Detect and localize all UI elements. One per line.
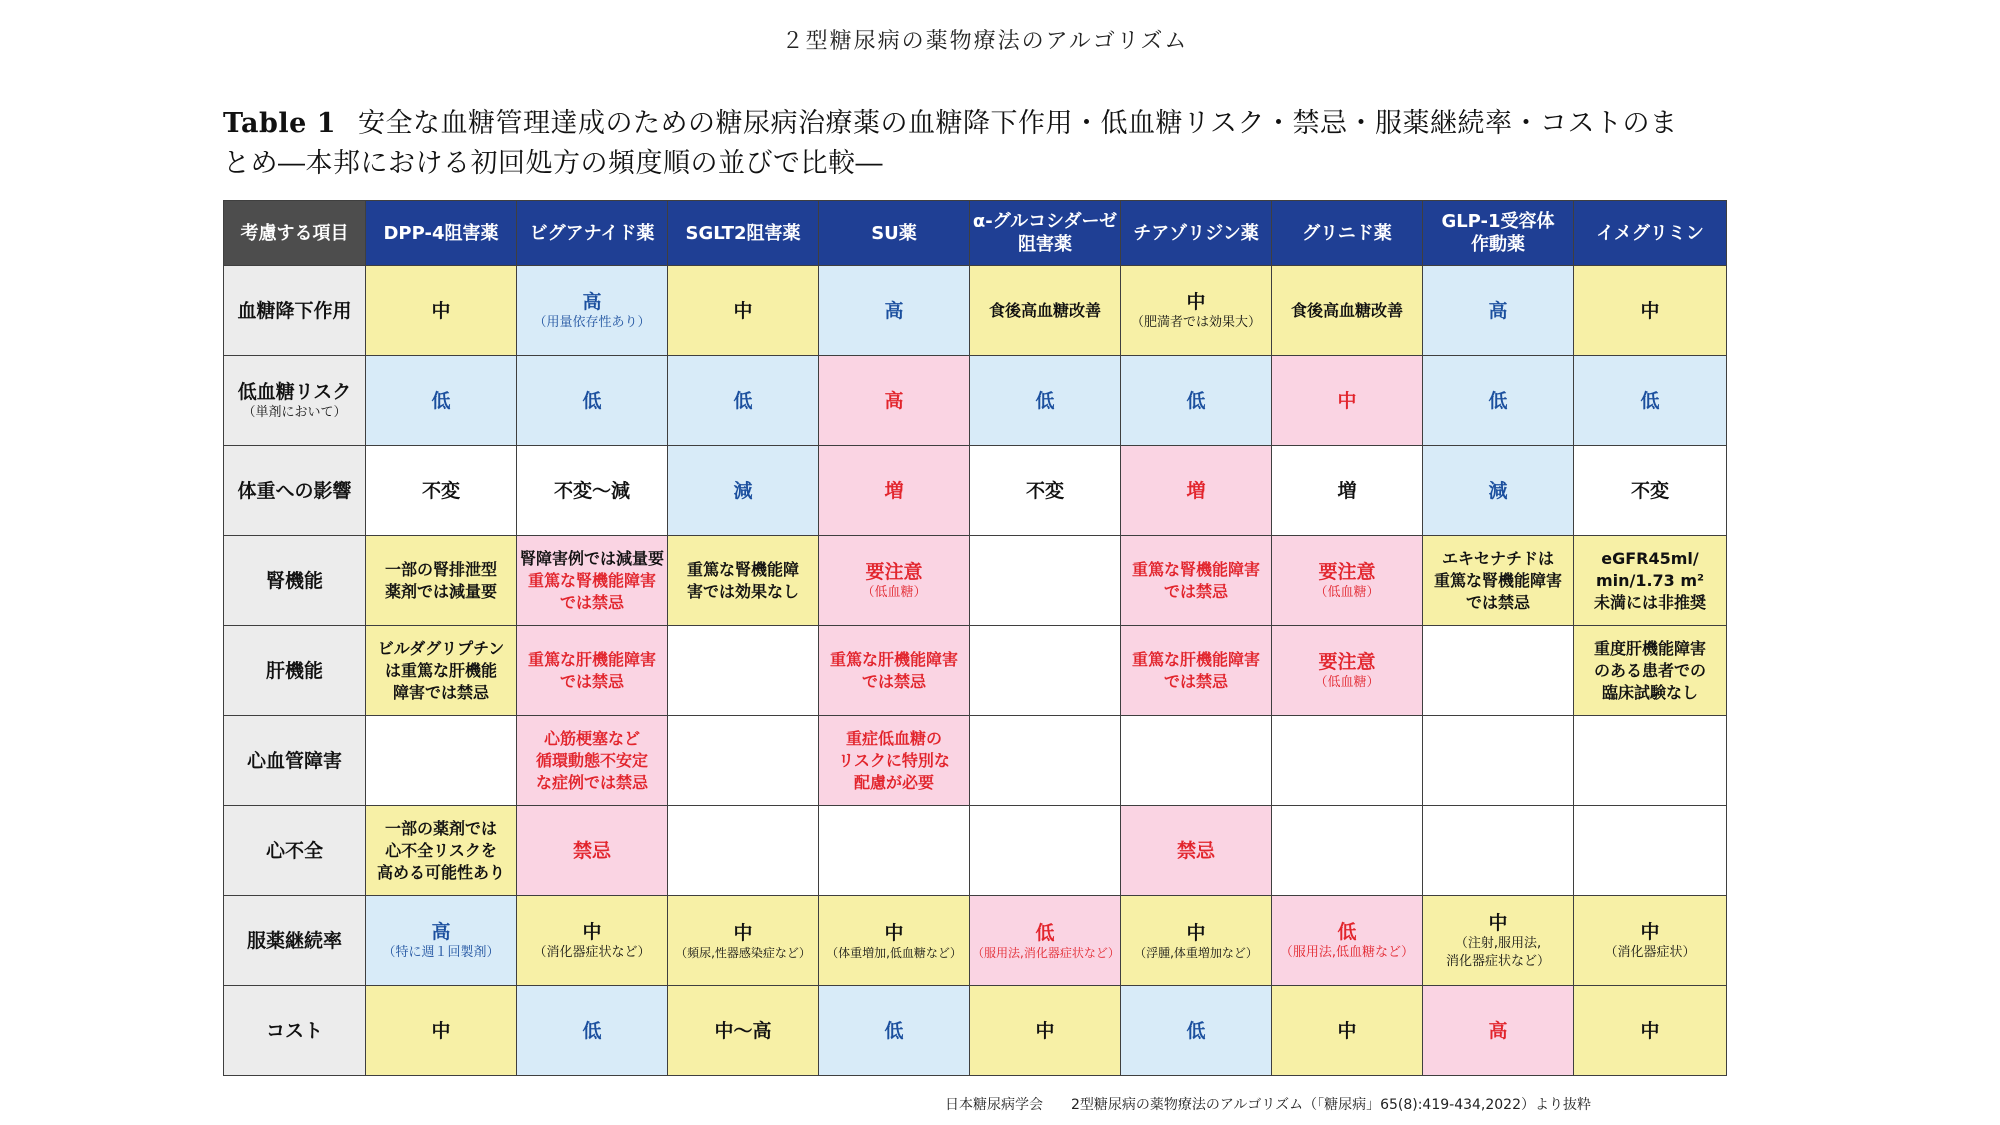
- table-cell: [1272, 536, 1423, 626]
- cell-value: 一部の腎排泄型: [384, 559, 497, 579]
- table-cell: [1423, 986, 1574, 1076]
- cell-value: 中: [884, 921, 904, 944]
- row-header-label: 肝機能: [265, 659, 323, 682]
- cell-note: （消化器症状）: [1604, 944, 1696, 960]
- table-cell: [1121, 986, 1272, 1076]
- row-header: [224, 446, 366, 536]
- cell-value: 増: [1186, 479, 1206, 502]
- cell-value: 低: [884, 1019, 904, 1042]
- cell-value: 重症低血糖の: [845, 728, 942, 748]
- table-cell: [668, 626, 819, 716]
- row-header: [224, 896, 366, 986]
- cell-value: 高める可能性あり: [376, 862, 505, 882]
- table-cell: [970, 896, 1121, 986]
- col-header-biguanide: [517, 201, 668, 266]
- cell-value: 中: [733, 921, 753, 944]
- cell-value: ビルダグリプチン: [377, 638, 505, 658]
- table-cell: [517, 446, 668, 536]
- table-cell: [1574, 626, 1727, 716]
- cell-value: 低: [1186, 389, 1206, 412]
- table-cell: [1574, 266, 1727, 356]
- cell-value: 要注意: [865, 560, 923, 583]
- table-cell: [1121, 536, 1272, 626]
- row-header: [224, 626, 366, 716]
- cell-value: 中: [431, 1019, 451, 1042]
- cell-value: 減: [1488, 479, 1508, 502]
- table-cell: [1423, 536, 1574, 626]
- cell-value: 中～高: [714, 1019, 772, 1042]
- cell-value: 心筋梗塞など: [543, 728, 640, 748]
- cell-value: 未満には非推奨: [1593, 592, 1706, 612]
- table-cell: [1423, 896, 1574, 986]
- cell-note: （消化器症状など）: [533, 944, 651, 960]
- cell-note: （低血糖）: [1314, 674, 1380, 690]
- cell-value: 中: [1640, 1019, 1660, 1042]
- cell-note: （頻尿,性器感染症など）: [675, 945, 811, 960]
- col-header-line: 作動薬: [1471, 234, 1525, 255]
- cell-value: 中: [733, 299, 753, 322]
- table-cell: [1121, 266, 1272, 356]
- row-header-label: 腎機能: [265, 569, 323, 592]
- cell-value: エキセナチドは: [1441, 548, 1554, 568]
- cell-note: （低血糖）: [1314, 584, 1380, 600]
- table-caption: [223, 104, 1743, 184]
- table-cell: [668, 986, 819, 1076]
- cell-value: 低: [1035, 389, 1055, 412]
- table-cell: [970, 716, 1121, 806]
- table-row: [224, 716, 1727, 806]
- table-cell: [668, 356, 819, 446]
- cell-value: 低: [582, 1019, 602, 1042]
- table-cell: [517, 536, 668, 626]
- table-row: [224, 626, 1727, 716]
- cell-value: 配慮が必要: [853, 772, 934, 792]
- cell-note: （肥満者では効果大）: [1130, 314, 1261, 330]
- table-cell: [1121, 806, 1272, 896]
- cell-value: 中: [582, 920, 602, 943]
- table-cell: [819, 806, 970, 896]
- header-row: [224, 201, 1727, 266]
- table-cell: [517, 986, 668, 1076]
- row-header: [224, 716, 366, 806]
- row-header-label: 体重への影響: [237, 479, 352, 502]
- table-cell: [819, 716, 970, 806]
- table-cell: [970, 446, 1121, 536]
- table-cell: [517, 896, 668, 986]
- cell-note: （低血糖）: [861, 584, 927, 600]
- cell-value: は重篤な肝機能: [384, 660, 497, 680]
- col-header-tzd: [1121, 201, 1272, 266]
- table-cell: [1574, 356, 1727, 446]
- cell-value: な症例では禁忌: [535, 772, 648, 792]
- cell-value: 不変～減: [553, 479, 630, 502]
- table-cell: [819, 536, 970, 626]
- cell-note: （服用法,消化器症状など）: [972, 945, 1120, 960]
- cell-value: 増: [884, 479, 904, 502]
- row-header: [224, 356, 366, 446]
- row-header-label: 服薬継続率: [246, 929, 342, 952]
- table-cell: [366, 986, 517, 1076]
- cell-value: 低: [733, 389, 753, 412]
- cell-value: 増: [1337, 479, 1357, 502]
- caption-line-1: [223, 104, 1743, 144]
- table-cell: [517, 806, 668, 896]
- row-header: [224, 986, 366, 1076]
- col-header-dpp4: [366, 201, 517, 266]
- cell-value: 薬剤では減量要: [384, 581, 497, 601]
- cell-value: 低: [431, 389, 451, 412]
- document-title: ２型糖尿病の薬物療法のアルゴリズム: [781, 29, 1189, 54]
- cell-value: 禁忌: [572, 839, 611, 862]
- table-cell: [668, 446, 819, 536]
- caption-text-1: 安全な血糖管理達成のための糖尿病治療薬の血糖降下作用・低血糖リスク・禁忌・服薬継続率・コストのま: [358, 108, 1678, 139]
- row-header-label: 低血糖リスク: [237, 381, 352, 403]
- cell-value: 中: [1640, 299, 1660, 322]
- cell-value: 障害では禁忌: [392, 682, 489, 702]
- table-cell: [1121, 626, 1272, 716]
- cell-value: 中: [1035, 1019, 1055, 1042]
- cell-value: 不変: [1630, 479, 1669, 502]
- col-header-line: イメグリミン: [1596, 222, 1704, 244]
- table-cell: [819, 356, 970, 446]
- cell-value: では禁忌: [559, 671, 624, 691]
- table-cell: [1272, 896, 1423, 986]
- cell-value: 臨床試験なし: [1601, 682, 1698, 702]
- cell-value: 低: [1035, 921, 1055, 944]
- cell-value: 低: [582, 389, 602, 412]
- row-header-sublabel: （単剤において）: [242, 405, 347, 420]
- caption-line-2: とめ―本邦における初回処方の頻度順の並びで比較―: [223, 148, 883, 179]
- cell-value: 重篤な腎機能障害: [1131, 559, 1260, 579]
- table-cell: [1272, 626, 1423, 716]
- cell-value: 食後高血糖改善: [988, 300, 1101, 320]
- cell-value: 食後高血糖改善: [1290, 300, 1403, 320]
- table-row: [224, 266, 1727, 356]
- table-row: [224, 536, 1727, 626]
- cell-value: 一部の薬剤では: [384, 818, 497, 838]
- cell-value: 減: [733, 479, 753, 502]
- cell-value: 高: [1488, 299, 1508, 322]
- col-header-line: DPP-4阻害薬: [383, 222, 499, 244]
- cell-value: 不変: [1025, 479, 1064, 502]
- col-header-line: チアゾリジン薬: [1133, 222, 1259, 244]
- table-cell: [1574, 536, 1727, 626]
- cell-value: 高: [582, 290, 602, 313]
- table-cell: [819, 446, 970, 536]
- table-cell: [1423, 806, 1574, 896]
- table-cell: [366, 806, 517, 896]
- cell-value: 高: [431, 920, 451, 943]
- cell-value: 害では効果なし: [686, 581, 799, 601]
- cell-value: 中: [1186, 921, 1206, 944]
- cell-value: min/1.73 m²: [1595, 570, 1705, 590]
- table-cell: [1272, 716, 1423, 806]
- col-header-line: 阻害薬: [1018, 234, 1072, 255]
- table-cell: [819, 626, 970, 716]
- table-cell: [668, 266, 819, 356]
- cell-value: 心不全リスクを: [385, 840, 497, 860]
- cell-value: 中: [1337, 389, 1357, 412]
- table-cell: [1121, 356, 1272, 446]
- cell-note: （特に週１回製剤）: [382, 944, 500, 960]
- cell-value: では禁忌: [1465, 592, 1530, 612]
- table-cell: [819, 266, 970, 356]
- cell-value: 低: [1488, 389, 1508, 412]
- cell-value: 低: [1640, 389, 1660, 412]
- table-row: [224, 806, 1727, 896]
- row-header: [224, 266, 366, 356]
- table-cell: [1272, 266, 1423, 356]
- table-cell: [970, 986, 1121, 1076]
- cell-value: 高: [884, 389, 904, 412]
- cell-value: 中: [1337, 1019, 1357, 1042]
- cell-value-warning: では禁忌: [559, 592, 624, 612]
- cell-value: 高: [1488, 1019, 1508, 1042]
- col-header-line: ビグアナイド薬: [529, 222, 655, 244]
- col-header-imeglimin: [1574, 201, 1727, 266]
- cell-value: 重篤な肝機能障害: [527, 649, 656, 669]
- table-cell: [970, 806, 1121, 896]
- cell-value: 要注意: [1318, 560, 1376, 583]
- cell-note: （服用法,低血糖など）: [1279, 944, 1415, 960]
- table-cell: [517, 356, 668, 446]
- col-header-agi: [970, 201, 1121, 266]
- row-header: [224, 806, 366, 896]
- table-cell: [1423, 356, 1574, 446]
- table-cell: [1574, 986, 1727, 1076]
- cell-value: 重篤な肝機能障害: [1131, 649, 1260, 669]
- table-cell: [366, 356, 517, 446]
- table-cell: [517, 266, 668, 356]
- cell-value: eGFR45ml/: [1601, 548, 1699, 568]
- table-cell: [1272, 986, 1423, 1076]
- cell-value: のある患者での: [1593, 660, 1706, 680]
- table-cell: [1272, 356, 1423, 446]
- table-body: [224, 266, 1727, 1076]
- cell-value: 要注意: [1318, 650, 1376, 673]
- source-footer: 日本糖尿病学会 2型糖尿病の薬物療法のアルゴリズム（「糖尿病」65(8):419-434,2022）より抜粋: [945, 1097, 1592, 1113]
- table-cell: [1574, 896, 1727, 986]
- table-cell: [668, 716, 819, 806]
- col-header-glinide: [1272, 201, 1423, 266]
- table-cell: [517, 626, 668, 716]
- table-row: [224, 446, 1727, 536]
- table-cell: [970, 626, 1121, 716]
- row-header-label: 心血管障害: [246, 749, 342, 772]
- corner-header: 考慮する項目: [224, 201, 366, 266]
- cell-value: 不変: [421, 479, 460, 502]
- table-cell: [1423, 446, 1574, 536]
- table-cell: [1121, 896, 1272, 986]
- table-cell: [1121, 446, 1272, 536]
- cell-value: 高: [884, 299, 904, 322]
- table-cell: [1423, 626, 1574, 716]
- cell-value: 腎障害例では減量要: [519, 548, 664, 568]
- col-header-line: SU薬: [871, 222, 917, 244]
- cell-value: 中: [1488, 911, 1508, 934]
- cell-value: 中: [1186, 290, 1206, 313]
- cell-value: 低: [1186, 1019, 1206, 1042]
- cell-value: 循環動態不安定: [535, 750, 648, 770]
- cell-value: では禁忌: [1163, 671, 1228, 691]
- cell-value: 重篤な肝機能障害: [829, 649, 958, 669]
- table-cell: [668, 806, 819, 896]
- cell-note: 消化器症状など）: [1445, 953, 1550, 969]
- table-cell: [366, 266, 517, 356]
- table-cell: [1423, 266, 1574, 356]
- cell-value: 重篤な腎機能障: [686, 559, 799, 579]
- cell-value: 重度肝機能障害: [1593, 638, 1706, 658]
- table-cell: [1272, 446, 1423, 536]
- table-cell: [1574, 806, 1727, 896]
- cell-value: では禁忌: [1163, 581, 1228, 601]
- table-cell: [366, 626, 517, 716]
- col-header-sglt2: [668, 201, 819, 266]
- row-header-label: 血糖降下作用: [237, 299, 352, 322]
- col-header-glp1: [1423, 201, 1574, 266]
- comparison-table: [223, 200, 1727, 1076]
- cell-value-warning: 重篤な腎機能障害: [527, 570, 656, 590]
- table-row: [224, 896, 1727, 986]
- table-cell: [517, 716, 668, 806]
- table-cell: [970, 356, 1121, 446]
- col-header-su: [819, 201, 970, 266]
- table-cell: [366, 446, 517, 536]
- cell-note: （注射,服用法,: [1454, 935, 1542, 951]
- caption-label: Table 1: [223, 108, 337, 139]
- table-cell: [819, 986, 970, 1076]
- table-cell: [970, 266, 1121, 356]
- cell-value: 低: [1337, 920, 1357, 943]
- col-header-line: SGLT2阻害薬: [685, 222, 801, 244]
- cell-note: （体重増加,低血糖など）: [826, 945, 962, 960]
- cell-note: （用量依存性あり）: [533, 314, 651, 330]
- table-cell: [970, 536, 1121, 626]
- table-cell: [366, 536, 517, 626]
- table-row: [224, 356, 1727, 446]
- col-header-line: グリニド薬: [1302, 222, 1392, 244]
- table-row: [224, 986, 1727, 1076]
- table-cell: [819, 896, 970, 986]
- cell-value: 中: [1640, 920, 1660, 943]
- table-cell: [1574, 446, 1727, 536]
- row-header-label: 心不全: [265, 839, 323, 862]
- table-cell: [1121, 716, 1272, 806]
- cell-value: では禁忌: [861, 671, 926, 691]
- cell-note: （浮腫,体重増加など）: [1134, 945, 1258, 960]
- table-cell: [668, 536, 819, 626]
- table-cell: [366, 716, 517, 806]
- row-header: [224, 536, 366, 626]
- table-cell: [1272, 806, 1423, 896]
- cell-value: 禁忌: [1176, 839, 1215, 862]
- cell-value: 中: [431, 299, 451, 322]
- table-cell: [1574, 716, 1727, 806]
- table-cell: [668, 896, 819, 986]
- col-header-line: GLP-1受容体: [1441, 211, 1555, 232]
- table-cell: [1423, 716, 1574, 806]
- row-header-label: コスト: [265, 1019, 323, 1042]
- cell-value: リスクに特別な: [838, 750, 950, 770]
- col-header-line: α-グルコシダーゼ: [972, 211, 1118, 232]
- table-cell: [366, 896, 517, 986]
- cell-value: 重篤な腎機能障害: [1433, 570, 1562, 590]
